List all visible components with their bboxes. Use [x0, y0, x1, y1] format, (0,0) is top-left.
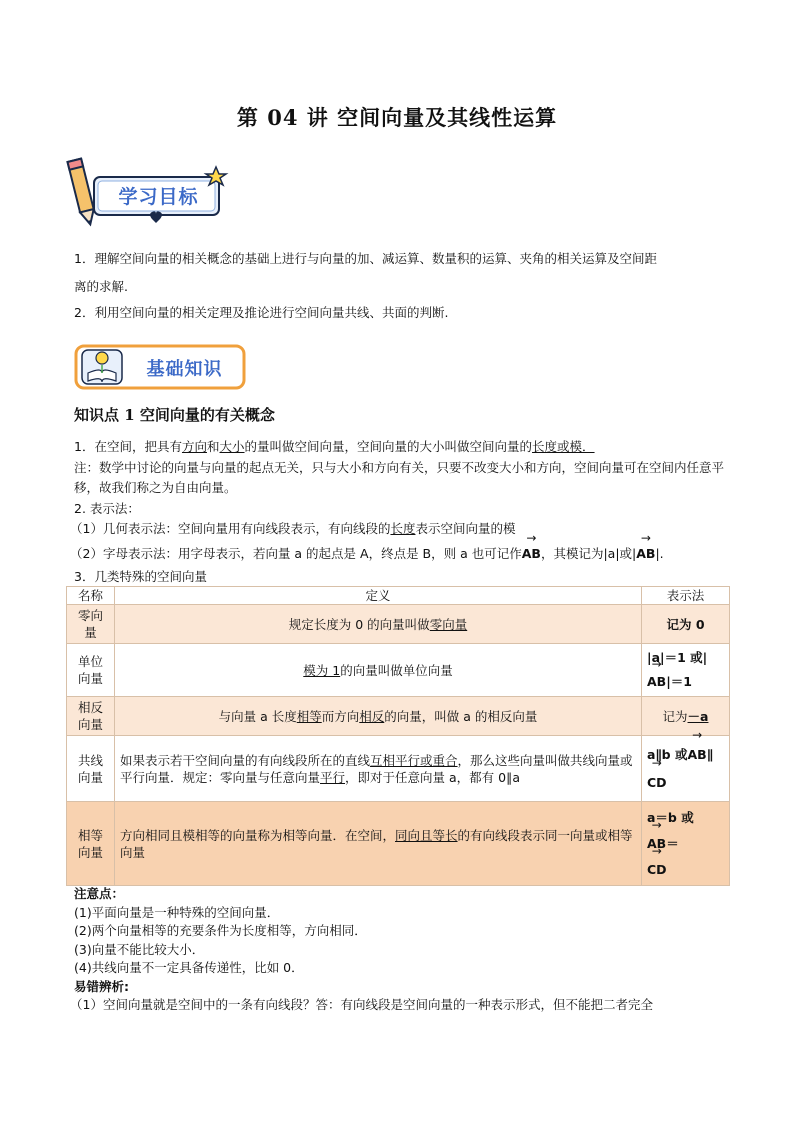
text: ，其模记为|a|或| — [540, 546, 637, 561]
text: 的量叫做空间向量，空间向量的大小叫做空间向量的 — [244, 439, 533, 454]
goal-line-3: 2．利用空间向量的相关定理及推论进行空间向量共线、共面的判断. — [74, 305, 449, 320]
term-magnitude: 大小 — [219, 439, 245, 454]
vector-ab: → AB — [522, 544, 541, 564]
term-length-2: 长度 — [390, 521, 416, 536]
table-row — [67, 736, 730, 802]
special-vectors-head: 3．几类特殊的空间向量 — [74, 569, 207, 584]
row-notation: |a|＝1 或| → AB|＝1 — [642, 644, 730, 697]
special-vectors-table — [66, 586, 730, 886]
note-item: (3)向量不能比较大小． — [74, 941, 205, 957]
row-notation: 记为 0 — [642, 605, 730, 644]
row-definition: 规定长度为 0 的向量叫做零向量 — [115, 605, 642, 644]
row-definition: 方向相同且模相等的向量称为相等向量．在空间，同向且等长的有向线段表示同一向量或相等向量 — [115, 802, 642, 886]
term-length: 长度或模． — [532, 439, 595, 454]
row-name: 共线向量 — [67, 736, 115, 802]
row-definition: 模为 1的向量叫做单位向量 — [115, 644, 642, 697]
text: 1．在空间，把具有 — [74, 439, 182, 454]
goal-line-1: 1．理解空间向量的相关概念的基础上进行与向量的加、减运算、数量积的运算、夹角的相关运算及空间距 — [74, 251, 657, 266]
notes-section — [70, 885, 724, 1015]
row-name: 相反向量 — [67, 697, 115, 736]
text: 和 — [206, 439, 220, 454]
row-notation: 记为－a — [642, 697, 730, 736]
row-definition: 与向量 a 长度相等而方向相反的向量，叫做 a 的相反向量 — [115, 697, 642, 736]
free-vector-note: 注：数学中讨论的向量与向量的起点无关，只与大小和方向有关，只要不改变大小和方向，空间向量可在空间内任意平移，故我们称之为自由向量。 — [74, 460, 725, 495]
table-row — [67, 644, 730, 697]
goal-line-2: 离的求解. — [74, 279, 128, 294]
errors-head: 易错辨析: — [74, 978, 129, 994]
row-notation: a＝b 或 → AB＝ → CD — [642, 802, 730, 886]
row-definition: 如果表示若干空间向量的有向线段所在的直线互相平行或重合，那么这些向量叫做共线向量或平行向量．规定：零向量与任意向量平行，即对于任意向量 a，都有 0∥a — [115, 736, 642, 802]
representation-head: 2. 表示法： — [74, 501, 140, 516]
header-definition: 定义 — [115, 587, 642, 605]
table-row — [67, 605, 730, 644]
geometric-representation — [70, 519, 720, 539]
header-name: 名称 — [67, 587, 115, 605]
basic-knowledge-banner — [74, 343, 249, 393]
vector-ab: → AB — [636, 544, 655, 564]
note-item: (1)平面向量是一种特殊的空间向量． — [74, 904, 280, 920]
basic-knowledge-label: 基础知识 — [146, 359, 223, 380]
text: 表示空间向量的模 — [415, 521, 516, 536]
knowledge-point-title: 知识点 1 空间向量的有关概念 — [74, 406, 275, 424]
text: |. — [655, 546, 664, 561]
text: （2）字母表示法：用字母表示，若向量 a 的起点是 A，终点是 B，则 a 也可记作 — [70, 546, 522, 561]
note-item: (2)两个向量相等的充要条件为长度相等，方向相同． — [74, 923, 367, 938]
table-row — [67, 802, 730, 886]
error-question-1: （1）空间向量就是空间中的一条有向线段？答：有向线段是空间向量的一种表示形式，但不能把二者完全 — [70, 997, 653, 1012]
learning-goals-label: 学习目标 — [118, 186, 199, 208]
row-name: 相等向量 — [67, 802, 115, 886]
term-direction: 方向 — [181, 439, 207, 454]
header-notation: 表示法 — [642, 587, 730, 605]
row-name: 零向量 — [67, 605, 115, 644]
text: （1）几何表示法：空间向量用有向线段表示，有向线段的 — [70, 521, 391, 536]
table-row — [67, 697, 730, 736]
letter-representation — [70, 544, 720, 564]
definition-paragraph — [74, 437, 724, 457]
page-title: 第 04 讲 空间向量及其线性运算 — [236, 105, 558, 130]
row-name: 单位向量 — [67, 644, 115, 697]
note-item: (4)共线向量不一定具备传递性，比如 0． — [74, 960, 304, 975]
learning-goals-banner — [66, 155, 231, 230]
notes-head: 注意点： — [74, 886, 125, 901]
row-notation: a∥b 或→ AB∥ → CD — [642, 736, 730, 802]
